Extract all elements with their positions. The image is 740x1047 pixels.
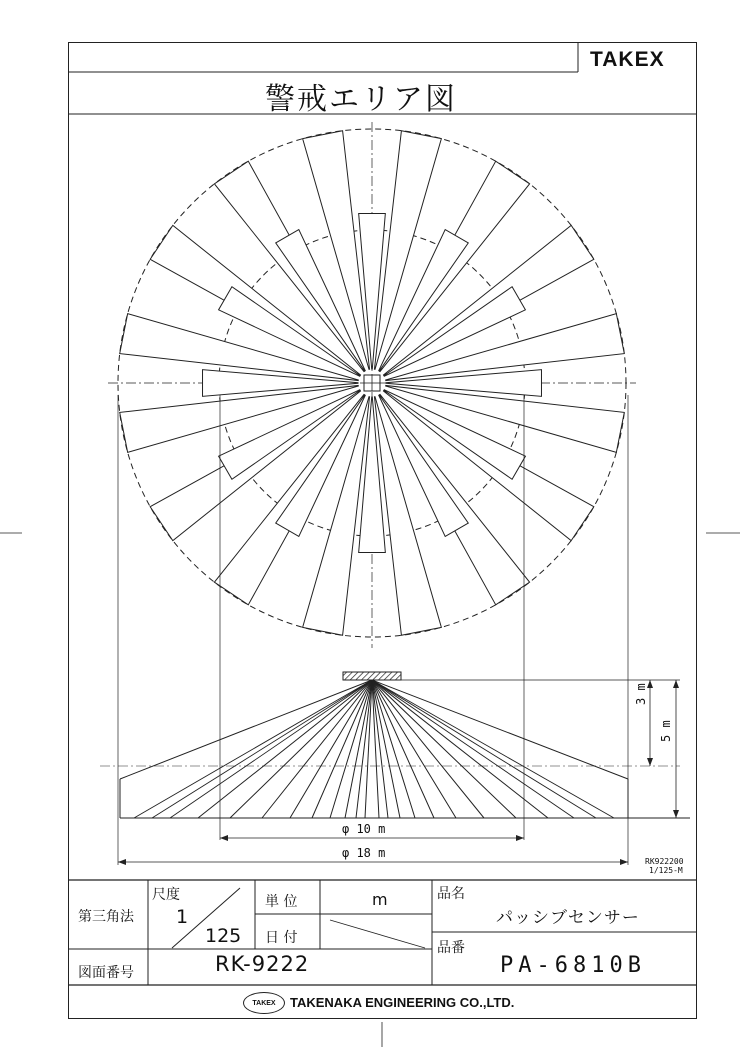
tb-date-slash xyxy=(330,920,425,948)
dimension-3m: 3 m xyxy=(634,683,648,705)
drawing-number-label: 図面番号 xyxy=(78,965,134,981)
scale-numerator: 1 xyxy=(176,906,189,928)
dim-arrow-v-3 xyxy=(673,680,679,688)
side-beam-outer-5 xyxy=(372,680,596,818)
dim-arrow-h-4 xyxy=(620,859,628,865)
drawing-ref-code: RK922200 xyxy=(645,857,684,866)
unit-label: 単 位 xyxy=(265,894,298,910)
dim-arrow-h-1 xyxy=(220,835,228,841)
company-logo: TAKEX xyxy=(243,992,285,1014)
scale-label: 尺度 xyxy=(152,887,180,903)
ceiling-mount xyxy=(343,672,401,680)
dimension-18m: φ 18 m xyxy=(342,846,386,860)
side-envelope-right xyxy=(372,680,628,779)
brand-logo: TAKEX xyxy=(590,48,665,71)
side-beam-4 xyxy=(290,680,372,818)
projection-label: 第三角法 xyxy=(78,909,134,925)
product-name-value: パッシブセンサー xyxy=(496,908,640,928)
drawing-title: 警戒エリア図 xyxy=(265,82,457,117)
side-envelope-left xyxy=(120,680,372,779)
drawing-number-value: RK-9222 xyxy=(215,952,310,976)
dim-arrow-v-4 xyxy=(673,810,679,818)
side-beam-3 xyxy=(262,680,372,818)
dimension-5m: 5 m xyxy=(659,720,673,742)
unit-value: m xyxy=(372,890,388,909)
side-beam-outer-4 xyxy=(372,680,574,818)
dim-arrow-v-2 xyxy=(647,758,653,766)
product-name-label: 品名 xyxy=(437,886,465,902)
dim-arrow-h-2 xyxy=(516,835,524,841)
side-beam-18 xyxy=(372,680,548,818)
side-beam-16 xyxy=(372,680,484,818)
product-number-label: 品番 xyxy=(437,940,465,956)
product-number-value: PA-6810B xyxy=(500,953,646,978)
company-name: TAKENAKA ENGINEERING CO.,LTD. xyxy=(290,995,515,1010)
scale-denominator: 125 xyxy=(205,925,242,947)
drawing-ref-scale: 1/125-M xyxy=(649,866,683,875)
side-beam-outer-2 xyxy=(152,680,372,818)
side-beam-1 xyxy=(198,680,372,818)
dim-arrow-h-3 xyxy=(118,859,126,865)
dimension-10m: φ 10 m xyxy=(342,822,386,836)
date-label: 日 付 xyxy=(265,930,298,946)
